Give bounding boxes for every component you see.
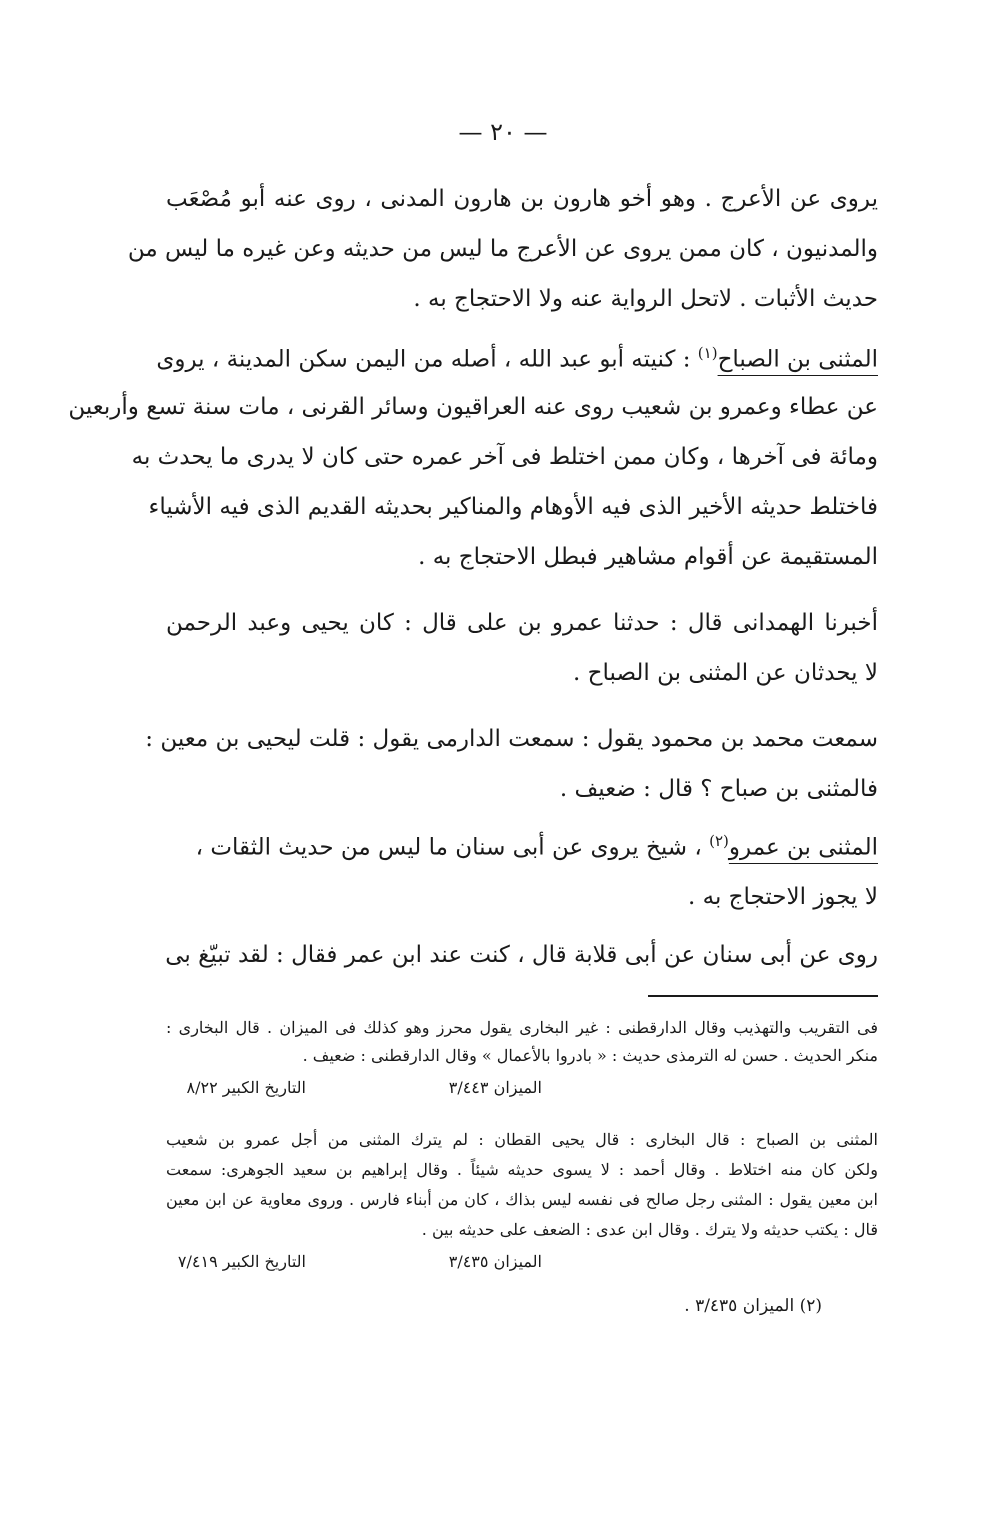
entry-first-line-text: ، شيخ يروى عن أبى سنان ما ليس من حديث الثقات ،	[195, 834, 710, 861]
text-line: فاختلط حديثه الأخير الذى فيه الأوهام والمناكير بحديثه القديم الذى فيه الأشياء	[148, 494, 878, 520]
footnote-line: منكر الحديث . حسن له الترمذى حديث : « بادروا بالأعمال » وقال الدارقطنى : ضعيف .	[302, 1046, 878, 1065]
text-line: روى عن أبى سنان عن أبى قلابة قال ، كنت عند ابن عمر فقال : لقد تبيّغ بى	[165, 942, 878, 968]
entry-first-line	[166, 832, 878, 861]
text-line: عن عطاء وعمرو بن شعيب روى عنه العراقيون وسائر القرنى ، مات سنة تسع وأربعين	[68, 394, 878, 420]
footnote-separator	[648, 995, 878, 997]
text-line: ومائة فى آخرها ، وكان ممن اختلط فى آخر عمره حتى كان لا يدرى ما يحدث به	[131, 444, 878, 470]
footnote-line: قال : يكتب حديثه ولا يترك . وقال ابن عدى : الضعف على حديثه بين .	[421, 1220, 878, 1239]
footnote-marker: (١)	[697, 344, 718, 362]
footnote-line: (٢) الميزان ٣/٤٣٥ .	[684, 1296, 822, 1316]
text-line: سمعت محمد بن محمود يقول : سمعت الدارمى يقول : قلت ليحيى بن معين :	[145, 726, 878, 752]
text-line: والمدنيون ، كان ممن يروى عن الأعرج ما ليس من حديثه وعن غيره ما ليس من	[127, 236, 878, 262]
footnote-line: فى التقريب والتهذيب وقال الدارقطنى : غير البخارى يقول محرز وهو كذلك فى الميزان . قال البخارى :	[166, 1018, 878, 1037]
text-line: أخبرنا الهمدانى قال : حدثنا عمرو بن على قال : كان يحيى وعبد الرحمن	[166, 610, 878, 636]
entry-heading: المثنى بن الصباح	[717, 346, 878, 373]
footnote-line: ولكن كان منه اختلاط . وقال أحمد : لا يسوى حديثه شيئاً . وقال إبراهيم بن سعيد الجوهرى: سمعت	[166, 1160, 878, 1179]
entry-heading: المثنى بن عمرو	[728, 834, 878, 861]
page-number: — ٢٠ —	[458, 118, 548, 146]
footnote-marker: (٢)	[709, 832, 729, 850]
text-line: حديث الأثبات . لاتحل الرواية عنه ولا الاحتجاج به .	[413, 286, 878, 312]
footnote-line: المثنى بن الصباح : قال البخارى : قال يحيى القطان : لم يترك المثنى من أجل عمرو بن شعيب	[166, 1130, 878, 1149]
footnote-reference: الميزان ٣/٤٤٣	[448, 1078, 542, 1097]
footnote-reference: التاريخ الكبير ٧/٤١٩	[177, 1252, 306, 1271]
footnote-reference: الميزان ٣/٤٣٥	[448, 1252, 542, 1271]
text-line: المستقيمة عن أقوام مشاهير فبطل الاحتجاج به .	[418, 544, 878, 570]
text-line: لا يحدثان عن المثنى بن الصباح .	[573, 660, 878, 686]
text-line: يروى عن الأعرج . وهو أخو هارون بن هارون المدنى ، روى عنه أبو مُصْعَب	[166, 186, 878, 212]
footnote-line: ابن معين يقول : المثنى رجل صالح فى نفسه ليس بذاك ، كان من أبناء فارس . وروى معاوية عن ابن معين	[166, 1190, 878, 1209]
footnote-reference: التاريخ الكبير ٨/٢٢	[186, 1078, 306, 1097]
text-line: لا يجوز الاحتجاج به .	[687, 884, 878, 910]
entry-first-line-text: : كنيته أبو عبد الله ، أصله من اليمن سكن المدينة ، يروى	[156, 346, 698, 373]
text-line: فالمثنى بن صباح ؟ قال : ضعيف .	[559, 776, 878, 802]
entry-first-line	[156, 344, 878, 373]
